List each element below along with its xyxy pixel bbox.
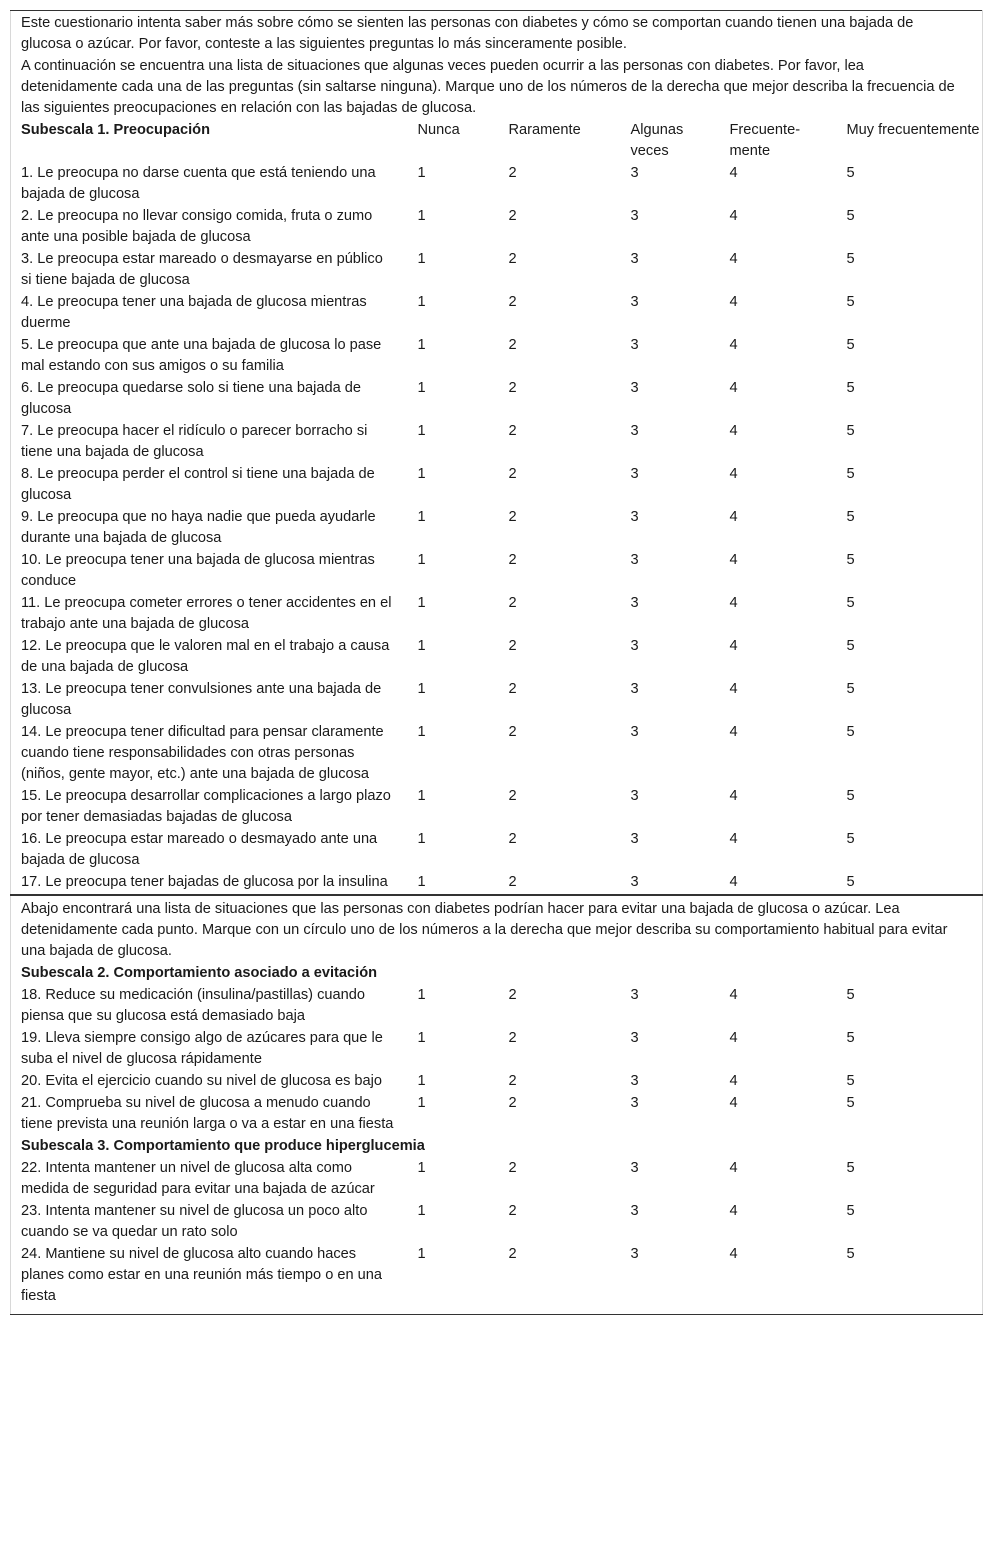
scale-header-raramente: Raramente bbox=[508, 122, 581, 138]
question-row bbox=[11, 206, 983, 249]
scale-option-2[interactable]: 2 bbox=[508, 466, 517, 482]
questionnaire-table bbox=[10, 10, 983, 1315]
question-text: 15. Le preocupa desarrollar complicaciones a largo plazo por tener demasiadas bajadas de glucosa bbox=[21, 788, 391, 825]
scale-option-3[interactable]: 3 bbox=[630, 788, 639, 804]
scale-option-1[interactable]: 1 bbox=[417, 874, 426, 890]
scale-option-4[interactable]: 4 bbox=[729, 1095, 738, 1111]
scale-option-2[interactable]: 2 bbox=[508, 874, 517, 890]
question-row bbox=[11, 679, 983, 722]
scale-option-3[interactable]: 3 bbox=[630, 1073, 639, 1089]
scale-option-5[interactable]: 5 bbox=[846, 165, 855, 181]
scale-option-1[interactable]: 1 bbox=[417, 1160, 426, 1176]
scale-option-3[interactable]: 3 bbox=[630, 724, 639, 740]
scale-option-2[interactable]: 2 bbox=[508, 724, 517, 740]
question-text: 17. Le preocupa tener bajadas de glucosa por la insulina bbox=[21, 874, 388, 890]
scale-option-5[interactable]: 5 bbox=[846, 1073, 855, 1089]
scale-option-2[interactable]: 2 bbox=[508, 552, 517, 568]
scale-option-1[interactable]: 1 bbox=[417, 165, 426, 181]
question-text: 16. Le preocupa estar mareado o desmayado ante una bajada de glucosa bbox=[21, 831, 378, 868]
scale-option-1[interactable]: 1 bbox=[417, 552, 426, 568]
scale-option-3[interactable]: 3 bbox=[630, 987, 639, 1003]
scale-option-3[interactable]: 3 bbox=[630, 380, 639, 396]
scale-option-4[interactable]: 4 bbox=[729, 380, 738, 396]
scale-option-3[interactable]: 3 bbox=[630, 423, 639, 439]
scale-option-4[interactable]: 4 bbox=[729, 681, 738, 697]
scale-option-4[interactable]: 4 bbox=[729, 509, 738, 525]
question-text: 23. Intenta mantener su nivel de glucosa un poco alto cuando se va quedar un rato solo bbox=[21, 1203, 368, 1240]
scale-header-algunas-veces: Algunas veces bbox=[630, 122, 684, 159]
question-text: 20. Evita el ejercicio cuando su nivel de glucosa es bajo bbox=[21, 1073, 383, 1089]
scale-option-5[interactable]: 5 bbox=[846, 1203, 855, 1219]
scale-option-3[interactable]: 3 bbox=[630, 294, 639, 310]
scale-option-2[interactable]: 2 bbox=[508, 638, 517, 654]
scale-option-4[interactable]: 4 bbox=[729, 987, 738, 1003]
scale-option-1[interactable]: 1 bbox=[417, 788, 426, 804]
scale-option-3[interactable]: 3 bbox=[630, 831, 639, 847]
question-text: 7. Le preocupa hacer el ridículo o parecer borracho si tiene una bajada de glucosa bbox=[21, 423, 368, 460]
scale-option-1[interactable]: 1 bbox=[417, 1073, 426, 1089]
scale-option-4[interactable]: 4 bbox=[729, 251, 738, 267]
scale-option-1[interactable]: 1 bbox=[417, 681, 426, 697]
scale-option-4[interactable]: 4 bbox=[729, 831, 738, 847]
question-row bbox=[11, 829, 983, 872]
questionnaire-page bbox=[10, 10, 982, 1315]
question-text: 22. Intenta mantener un nivel de glucosa alta como medida de seguridad para evitar una bajada de azúcar bbox=[21, 1160, 375, 1197]
scale-option-5[interactable]: 5 bbox=[846, 987, 855, 1003]
scale-option-4[interactable]: 4 bbox=[729, 466, 738, 482]
scale-option-2[interactable]: 2 bbox=[508, 423, 517, 439]
scale-option-1[interactable]: 1 bbox=[417, 380, 426, 396]
scale-option-3[interactable]: 3 bbox=[630, 595, 639, 611]
question-row bbox=[11, 985, 983, 1028]
question-row bbox=[11, 636, 983, 679]
scale-option-2[interactable]: 2 bbox=[508, 595, 517, 611]
scale-option-4[interactable]: 4 bbox=[729, 1203, 738, 1219]
question-row bbox=[11, 163, 983, 206]
scale-option-2[interactable]: 2 bbox=[508, 208, 517, 224]
question-row bbox=[11, 249, 983, 292]
scale-option-1[interactable]: 1 bbox=[417, 509, 426, 525]
scale-option-2[interactable]: 2 bbox=[508, 165, 517, 181]
scale-option-5[interactable]: 5 bbox=[846, 788, 855, 804]
scale-option-5[interactable]: 5 bbox=[846, 724, 855, 740]
scale-option-5[interactable]: 5 bbox=[846, 595, 855, 611]
question-row bbox=[11, 292, 983, 335]
scale-option-4[interactable]: 4 bbox=[729, 208, 738, 224]
scale-option-2[interactable]: 2 bbox=[508, 1203, 517, 1219]
behavior-instructions: Abajo encontrará una lista de situaciones que las personas con diabetes podrían hacer para evitar una bajada de glucosa o azúcar. Lea detenidamente cada punto. Marque con un círculo uno de los números a la derecha que mejor describa su comportamiento habitual para evitar una bajada de glucosa. bbox=[11, 895, 983, 963]
scale-option-1[interactable]: 1 bbox=[417, 251, 426, 267]
question-row bbox=[11, 722, 983, 786]
scale-option-1[interactable]: 1 bbox=[417, 831, 426, 847]
scale-option-5[interactable]: 5 bbox=[846, 294, 855, 310]
question-row bbox=[11, 335, 983, 378]
scale-option-2[interactable]: 2 bbox=[508, 509, 517, 525]
question-row bbox=[11, 1158, 983, 1201]
question-row bbox=[11, 464, 983, 507]
subscale-1-header-row bbox=[11, 120, 983, 163]
scale-option-1[interactable]: 1 bbox=[417, 1030, 426, 1046]
scale-option-5[interactable]: 5 bbox=[846, 831, 855, 847]
question-text: 1. Le preocupa no darse cuenta que está teniendo una bajada de glucosa bbox=[21, 165, 376, 202]
question-text: 8. Le preocupa perder el control si tiene una bajada de glucosa bbox=[21, 466, 375, 503]
scale-option-1[interactable]: 1 bbox=[417, 595, 426, 611]
question-text: 13. Le preocupa tener convulsiones ante una bajada de glucosa bbox=[21, 681, 382, 718]
scale-option-5[interactable]: 5 bbox=[846, 251, 855, 267]
scale-option-3[interactable]: 3 bbox=[630, 552, 639, 568]
question-text: 12. Le preocupa que le valoren mal en el trabajo a causa de una bajada de glucosa bbox=[21, 638, 390, 675]
scale-option-5[interactable]: 5 bbox=[846, 638, 855, 654]
scale-option-5[interactable]: 5 bbox=[846, 874, 855, 890]
scale-option-3[interactable]: 3 bbox=[630, 165, 639, 181]
question-text: 10. Le preocupa tener una bajada de glucosa mientras conduce bbox=[21, 552, 375, 589]
scale-option-3[interactable]: 3 bbox=[630, 1095, 639, 1111]
scale-option-4[interactable]: 4 bbox=[729, 788, 738, 804]
scale-option-5[interactable]: 5 bbox=[846, 1160, 855, 1176]
scale-option-2[interactable]: 2 bbox=[508, 987, 517, 1003]
question-text: 19. Lleva siempre consigo algo de azúcares para que le suba el nivel de glucosa rápidamente bbox=[21, 1030, 383, 1067]
scale-option-5[interactable]: 5 bbox=[846, 208, 855, 224]
scale-option-4[interactable]: 4 bbox=[729, 165, 738, 181]
scale-option-3[interactable]: 3 bbox=[630, 337, 639, 353]
scale-option-1[interactable]: 1 bbox=[417, 987, 426, 1003]
scale-option-2[interactable]: 2 bbox=[508, 1246, 517, 1262]
scale-option-3[interactable]: 3 bbox=[630, 251, 639, 267]
question-text: 6. Le preocupa quedarse solo si tiene una bajada de glucosa bbox=[21, 380, 361, 417]
scale-option-4[interactable]: 4 bbox=[729, 552, 738, 568]
question-text: 3. Le preocupa estar mareado o desmayarse en público si tiene bajada de glucosa bbox=[21, 251, 383, 288]
scale-option-2[interactable]: 2 bbox=[508, 337, 517, 353]
question-text: 4. Le preocupa tener una bajada de glucosa mientras duerme bbox=[21, 294, 367, 331]
question-row bbox=[11, 786, 983, 829]
scale-option-1[interactable]: 1 bbox=[417, 208, 426, 224]
scale-option-2[interactable]: 2 bbox=[508, 294, 517, 310]
subscale-2-title: Subescala 2. Comportamiento asociado a evitación bbox=[21, 965, 378, 981]
question-row bbox=[11, 1071, 983, 1093]
subscale-3-title: Subescala 3. Comportamiento que produce hiperglucemia bbox=[21, 1138, 425, 1154]
scale-option-5[interactable]: 5 bbox=[846, 423, 855, 439]
scale-option-4[interactable]: 4 bbox=[729, 294, 738, 310]
scale-option-5[interactable]: 5 bbox=[846, 1095, 855, 1111]
scale-option-1[interactable]: 1 bbox=[417, 337, 426, 353]
scale-option-1[interactable]: 1 bbox=[417, 724, 426, 740]
question-text: 21. Comprueba su nivel de glucosa a menudo cuando tiene prevista una reunión larga o va a estar en una fiesta bbox=[21, 1095, 394, 1132]
scale-option-5[interactable]: 5 bbox=[846, 380, 855, 396]
scale-option-3[interactable]: 3 bbox=[630, 1203, 639, 1219]
scale-option-1[interactable]: 1 bbox=[417, 1203, 426, 1219]
scale-option-3[interactable]: 3 bbox=[630, 1160, 639, 1176]
scale-option-4[interactable]: 4 bbox=[729, 874, 738, 890]
question-row bbox=[11, 421, 983, 464]
scale-option-3[interactable]: 3 bbox=[630, 638, 639, 654]
scale-option-2[interactable]: 2 bbox=[508, 1030, 517, 1046]
scale-option-5[interactable]: 5 bbox=[846, 466, 855, 482]
scale-option-3[interactable]: 3 bbox=[630, 466, 639, 482]
scale-option-4[interactable]: 4 bbox=[729, 1246, 738, 1262]
scale-option-5[interactable]: 5 bbox=[846, 1030, 855, 1046]
question-text: 18. Reduce su medicación (insulina/pastillas) cuando piensa que su glucosa está demasiado baja bbox=[21, 987, 365, 1024]
question-row bbox=[11, 872, 983, 895]
scale-instructions: A continuación se encuentra una lista de situaciones que algunas veces pueden ocurrir a las personas con diabetes. Por favor, lea detenidamente cada una de las preguntas (sin saltarse ninguna). Marque uno de los números de la derecha que mejor describa la frecuencia de las siguientes preocupaciones en relación con las bajadas de glucosa. bbox=[21, 58, 955, 116]
scale-option-2[interactable]: 2 bbox=[508, 831, 517, 847]
question-text: 14. Le preocupa tener dificultad para pensar claramente cuando tiene responsabilidades con otras personas (niños, gente mayor, etc.) ante una bajada de glucosa bbox=[21, 724, 384, 782]
scale-option-1[interactable]: 1 bbox=[417, 466, 426, 482]
scale-option-5[interactable]: 5 bbox=[846, 1246, 855, 1262]
scale-header-nunca: Nunca bbox=[417, 122, 460, 138]
scale-option-3[interactable]: 3 bbox=[630, 1246, 639, 1262]
question-row bbox=[11, 1028, 983, 1071]
scale-option-4[interactable]: 4 bbox=[729, 1160, 738, 1176]
subscale-1-title: Subescala 1. Preocupación bbox=[21, 122, 210, 138]
scale-option-2[interactable]: 2 bbox=[508, 251, 517, 267]
scale-option-5[interactable]: 5 bbox=[846, 552, 855, 568]
scale-header-frecuentemente: Frecuente-mente bbox=[729, 122, 801, 159]
question-text: 2. Le preocupa no llevar consigo comida, fruta o zumo ante una posible bajada de glucosa bbox=[21, 208, 373, 245]
scale-option-2[interactable]: 2 bbox=[508, 1160, 517, 1176]
scale-option-3[interactable]: 3 bbox=[630, 1030, 639, 1046]
scale-option-5[interactable]: 5 bbox=[846, 337, 855, 353]
scale-option-3[interactable]: 3 bbox=[630, 509, 639, 525]
question-row bbox=[11, 593, 983, 636]
question-row bbox=[11, 550, 983, 593]
scale-option-4[interactable]: 4 bbox=[729, 337, 738, 353]
scale-option-4[interactable]: 4 bbox=[729, 638, 738, 654]
question-text: 11. Le preocupa cometer errores o tener accidentes en el trabajo ante una bajada de glucosa bbox=[21, 595, 392, 632]
scale-option-2[interactable]: 2 bbox=[508, 1073, 517, 1089]
scale-option-3[interactable]: 3 bbox=[630, 208, 639, 224]
question-row bbox=[11, 507, 983, 550]
scale-option-2[interactable]: 2 bbox=[508, 380, 517, 396]
scale-option-4[interactable]: 4 bbox=[729, 1073, 738, 1089]
scale-option-1[interactable]: 1 bbox=[417, 294, 426, 310]
scale-option-4[interactable]: 4 bbox=[729, 724, 738, 740]
scale-option-5[interactable]: 5 bbox=[846, 509, 855, 525]
question-row bbox=[11, 1244, 983, 1315]
scale-option-4[interactable]: 4 bbox=[729, 423, 738, 439]
question-row bbox=[11, 1093, 983, 1136]
question-row bbox=[11, 1201, 983, 1244]
scale-option-2[interactable]: 2 bbox=[508, 681, 517, 697]
scale-option-1[interactable]: 1 bbox=[417, 1246, 426, 1262]
question-text: 9. Le preocupa que no haya nadie que pueda ayudarle durante una bajada de glucosa bbox=[21, 509, 376, 546]
scale-option-3[interactable]: 3 bbox=[630, 874, 639, 890]
scale-option-4[interactable]: 4 bbox=[729, 595, 738, 611]
question-text: 5. Le preocupa que ante una bajada de glucosa lo pase mal estando con sus amigos o su familia bbox=[21, 337, 382, 374]
scale-option-2[interactable]: 2 bbox=[508, 788, 517, 804]
intro-instructions: Este cuestionario intenta saber más sobre cómo se sienten las personas con diabetes y cómo se comportan cuando tienen una bajada de glucosa o azúcar. Por favor, conteste a las siguientes preguntas lo más sinceramente posible. bbox=[21, 15, 914, 52]
scale-option-4[interactable]: 4 bbox=[729, 1030, 738, 1046]
scale-option-5[interactable]: 5 bbox=[846, 681, 855, 697]
scale-option-1[interactable]: 1 bbox=[417, 638, 426, 654]
scale-option-3[interactable]: 3 bbox=[630, 681, 639, 697]
scale-header-muy-frecuentemente: Muy frecuentemente bbox=[846, 122, 980, 138]
scale-option-1[interactable]: 1 bbox=[417, 1095, 426, 1111]
question-text: 24. Mantiene su nivel de glucosa alto cuando haces planes como estar en una reunión más tiempo o en una fiesta bbox=[21, 1246, 383, 1304]
scale-option-1[interactable]: 1 bbox=[417, 423, 426, 439]
scale-option-2[interactable]: 2 bbox=[508, 1095, 517, 1111]
question-row bbox=[11, 378, 983, 421]
